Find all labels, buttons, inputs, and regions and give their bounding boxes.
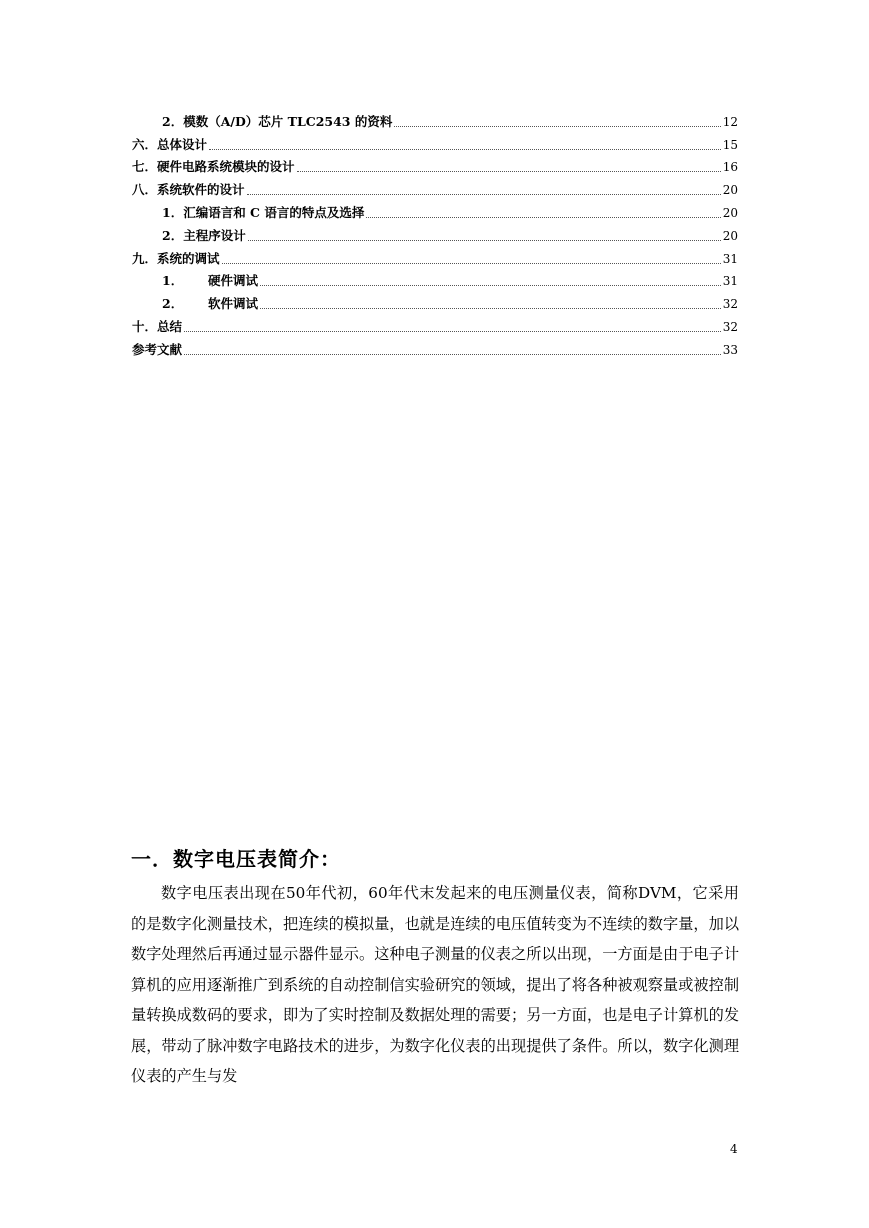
toc-entry-text: 硬件调试 [208,273,259,289]
toc-entry[interactable] [132,130,738,153]
toc-entry-label: 八．系统软件的设计 [132,182,245,198]
toc-entry-number: 1． [162,273,184,289]
toc-entry-page: 20 [722,228,738,243]
toc-entry-number: 2． [162,296,184,312]
toc-entry-page: 12 [722,114,738,129]
table-of-contents [132,107,738,358]
toc-entry[interactable] [132,244,738,267]
toc-leader-dots [247,194,721,195]
toc-leader-dots [184,331,721,332]
toc-entry-label [162,273,258,289]
toc-entry-label: 六．总体设计 [132,136,208,152]
section-heading: 一．数字电压表简介： [131,847,341,871]
toc-entry-label: 1．汇编语言和 C 语言的特点及选择 [162,204,365,220]
toc-entry-text: 软件调试 [208,296,259,312]
toc-entry-label [162,296,258,312]
toc-leader-dots [260,308,721,309]
toc-entry-page: 31 [722,274,738,289]
page-number: 4 [730,1142,738,1156]
toc-entry[interactable] [132,221,738,244]
toc-leader-dots [209,149,721,150]
section-paragraph: 数字电压表出现在50年代初，60年代末发起来的电压测量仪表，简称DVM，它采用的是数字化测量技术，把连续的模拟量，也就是连续的电压值转变为不连续的数字量，加以数字处理然后再通过显示器件显示。这种电子测量的仪表之所以出现，一方面是由于电子计算机的应用逐渐推广到系统的自动控制信实验研究的领域，提出了将各种被观察量或被控制量转换成数码的要求，即为了实时控制及数据处理的需要；另一方面，也是电子计算机的发展，带动了脉冲数字电路技术的进步，为数字化仪表的出现提供了条件。所以，数字化测理仪表的产生与发 [131,884,739,1085]
toc-leader-dots [366,217,720,218]
toc-entry-label: 七．硬件电路系统模块的设计 [132,159,295,175]
toc-leader-dots [248,240,721,241]
toc-entry[interactable] [132,267,738,290]
toc-entry[interactable] [132,153,738,176]
toc-entry-page: 33 [722,342,738,357]
toc-entry-label: 十．总结 [132,318,183,334]
toc-entry-page: 32 [722,319,738,334]
toc-entry-page: 20 [722,205,738,220]
toc-entry[interactable] [132,335,738,358]
toc-entry-page: 16 [722,160,738,175]
toc-entry-page: 32 [722,297,738,312]
toc-leader-dots [260,285,721,286]
toc-leader-dots [222,263,721,264]
toc-entry-page: 31 [722,251,738,266]
toc-entry-page: 20 [722,183,738,198]
toc-entry[interactable] [132,107,738,130]
toc-leader-dots [184,354,721,355]
toc-leader-dots [394,126,720,127]
toc-entry-label: 2．模数（A/D）芯片 TLC2543 的资料 [162,113,393,129]
toc-entry-label: 参考文献 [132,341,183,357]
toc-entry[interactable] [132,312,738,335]
toc-entry-label: 2．主程序设计 [162,227,246,243]
toc-leader-dots [297,171,721,172]
toc-entry[interactable] [132,289,738,312]
toc-entry[interactable] [132,198,738,221]
toc-entry-label: 九．系统的调试 [132,250,220,266]
toc-entry-page: 15 [722,137,738,152]
toc-entry[interactable] [132,175,738,198]
